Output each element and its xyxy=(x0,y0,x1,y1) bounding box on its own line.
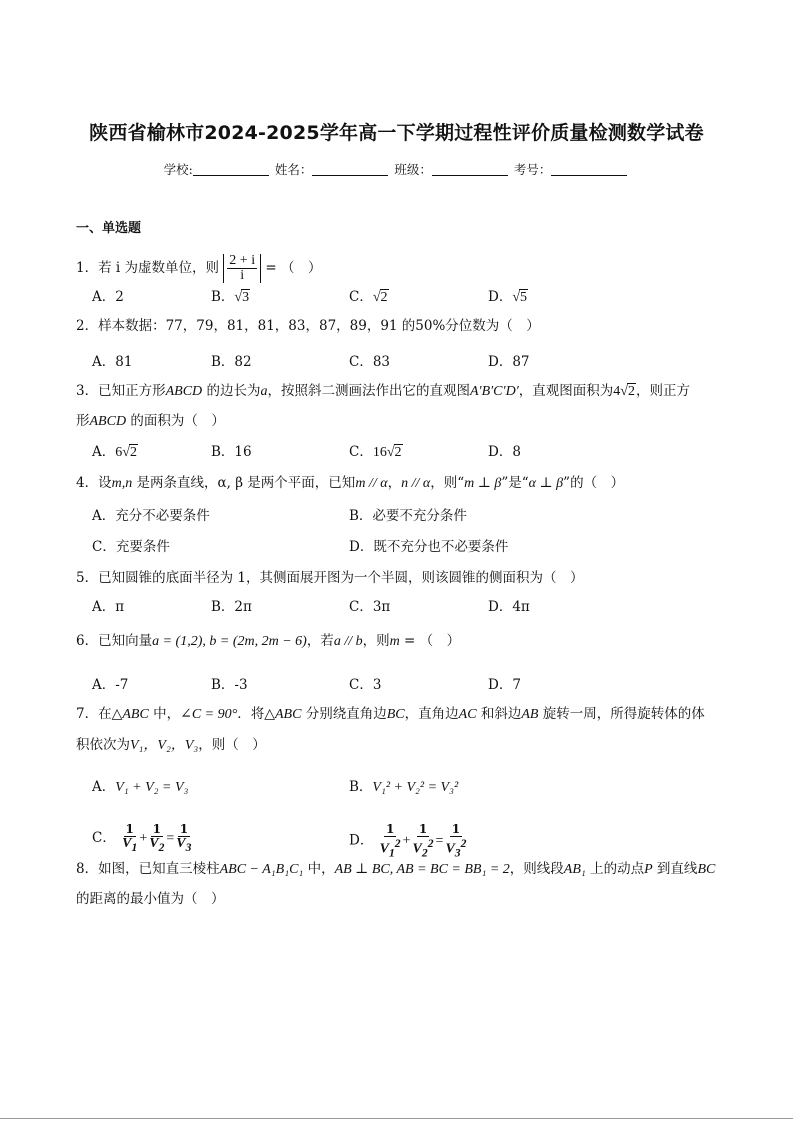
q5-option-c[interactable]: C．3π xyxy=(349,599,391,615)
q7-c-frac-3: $\frac{1}{V_3}$ xyxy=(176,822,192,854)
q3-option-a[interactable]: A．6√2 xyxy=(92,444,137,460)
q1-prefix: 1．若 i 为虚数单位，则 xyxy=(76,260,219,276)
q4-mid-1: 是两条直线，α, β 是两个平面，已知 xyxy=(132,475,356,491)
name-label: 姓名： xyxy=(274,162,313,177)
q1-option-d-label: D． xyxy=(488,289,513,305)
q4-option-d[interactable]: D．既不充分也不必要条件 xyxy=(349,539,509,555)
q3-text-f: 形 xyxy=(76,413,90,429)
q7-option-a-formula: V₁ + V₂ = V₃ xyxy=(115,780,189,795)
q1-option-a[interactable]: A．2 xyxy=(92,289,124,305)
q1-option-b-label: B． xyxy=(211,289,235,305)
question-8-line-2: 的距离的最小值为（ ） xyxy=(76,891,225,907)
question-7-line-2 xyxy=(76,736,266,755)
q8-ab1: AB₁ xyxy=(563,862,586,877)
q5-option-d[interactable]: D．4π xyxy=(488,599,530,615)
q7-option-c[interactable]: C． $\frac{1}{V_1}$ + $\frac{1}{V_2}$ = $\frac{1}{V_3}$ xyxy=(92,822,192,854)
q1-abs-expression xyxy=(223,254,261,283)
q3-text-c: ，按照斜二测画法作出它的直观图 xyxy=(267,383,470,399)
exam-no-blank[interactable] xyxy=(551,163,627,176)
q8-text-3: ，则线段 xyxy=(509,861,564,877)
q3-abcd: ABCD xyxy=(165,384,203,399)
q5-option-b[interactable]: B．2π xyxy=(211,599,252,615)
section-heading: 一、单选题 xyxy=(76,221,142,236)
q4-option-c[interactable]: C．充要条件 xyxy=(92,539,170,555)
q3-text-a: 3．已知正方形 xyxy=(76,383,166,399)
page-bottom-rule xyxy=(0,1118,793,1119)
q4-mid-2: ， xyxy=(387,475,402,491)
q7-text-9: ，则（ ） xyxy=(198,737,266,753)
school-blank[interactable] xyxy=(193,163,269,176)
q7-text-2: 中， xyxy=(148,706,181,722)
question-7-line-1 xyxy=(76,705,705,724)
q7-d-frac-1: $\frac{1}{V_1^2}$ xyxy=(379,822,401,860)
q6-option-a[interactable]: A．-7 xyxy=(92,677,129,693)
q6-end: = （ ） xyxy=(399,633,461,649)
q7-option-b-formula: V₁² + V₂² = V₃² xyxy=(372,780,459,795)
q7-triangle-2: △ABC xyxy=(264,707,302,722)
question-6 xyxy=(76,632,460,651)
q8-text-4: 上的动点 xyxy=(585,861,645,877)
q7-bc: BC xyxy=(386,707,405,722)
q3-option-a-value: 6 xyxy=(115,445,123,460)
q7-d-frac-2: $\frac{1}{V_2^2}$ xyxy=(412,822,434,860)
q7-text-7: 旋转一周，所得旋转体的体 xyxy=(538,706,705,722)
q7-text-5: ，直角边 xyxy=(404,706,459,722)
q1-option-b[interactable]: B．√3 xyxy=(211,289,250,305)
q7-triangle: △ABC xyxy=(111,707,149,722)
q7-ac: AC xyxy=(458,707,477,722)
question-8-line-1 xyxy=(76,860,715,879)
q7-option-b[interactable] xyxy=(349,778,458,797)
q7-option-d-label: D． xyxy=(349,832,374,849)
q4-mn: m,n xyxy=(111,476,133,491)
q1-frac-den: i xyxy=(240,268,245,283)
q3-option-c-rad: 2 xyxy=(394,445,402,460)
q4-cond-3: m ⊥ β xyxy=(464,476,502,491)
q1-fraction xyxy=(227,254,257,283)
question-3-line-1: 3．已知正方形ABCD 的边长为a，按照斜二测画法作出它的直观图A′B′C′D′，直观图面积为4√2，则正方 xyxy=(76,383,690,399)
q1-option-d-value: 5 xyxy=(520,290,528,305)
q4-cond-2: n // α xyxy=(401,476,431,491)
class-blank[interactable] xyxy=(432,163,508,176)
q3-option-a-rad: 2 xyxy=(129,445,137,460)
q3-text-e: ，则正方 xyxy=(635,383,690,399)
q7-c-frac-1: $\frac{1}{V_1}$ xyxy=(122,822,138,854)
q6-vectors: a = (1,2), b = (2m, 2m − 6) xyxy=(152,634,307,649)
q3-text-g: 的面积为（ ） xyxy=(126,413,225,429)
q7-angle: ∠C = 90° xyxy=(180,707,238,722)
q7-text-4: 分别绕直角边 xyxy=(301,706,387,722)
q3-area-rad: 2 xyxy=(627,384,635,399)
q7-option-b-label: B． xyxy=(349,779,373,795)
q6-condition: a // b xyxy=(333,634,363,649)
q6-option-b[interactable]: B．-3 xyxy=(211,677,248,693)
q7-option-a[interactable] xyxy=(92,778,188,797)
class-label: 班级： xyxy=(394,162,432,177)
q6-option-c[interactable]: C．3 xyxy=(349,677,382,693)
q7-option-d[interactable]: D． $\frac{1}{V_1^2}$ + $\frac{1}{V_2^2}$ = $\frac{1}{V_3^2}$ xyxy=(349,822,467,860)
q1-option-d[interactable]: D．√5 xyxy=(488,289,528,305)
name-blank[interactable] xyxy=(312,163,388,176)
q3-text-b: 的边长为 xyxy=(202,383,261,399)
q1-option-b-value: 3 xyxy=(242,290,250,305)
q4-cond-4: α ⊥ β xyxy=(528,476,564,491)
q8-text-5: 到直线 xyxy=(652,861,698,877)
q8-prism: ABC − A₁B₁C₁ xyxy=(219,862,304,877)
q4-option-b[interactable]: B．必要不充分条件 xyxy=(349,508,467,524)
q2-option-d[interactable]: D．87 xyxy=(488,354,530,370)
q3-a: a xyxy=(260,384,268,399)
q4-prefix: 4．设 xyxy=(76,475,112,491)
q6-m: m xyxy=(389,634,400,649)
q1-option-c[interactable]: C．√2 xyxy=(349,289,388,305)
question-4 xyxy=(76,474,624,493)
q1-option-c-value: 2 xyxy=(380,290,388,305)
q7-c-frac-2: $\frac{1}{V_2}$ xyxy=(149,822,165,854)
q4-mid-3: ，则“ xyxy=(430,475,465,491)
q3-option-d[interactable]: D．8 xyxy=(488,444,521,460)
q8-condition: AB ⊥ BC, AB = BC = BB₁ = 2 xyxy=(334,862,510,877)
q3-option-b[interactable]: B．16 xyxy=(211,444,252,460)
q2-option-a[interactable]: A．81 xyxy=(92,354,133,370)
q3-option-c[interactable]: C．16√2 xyxy=(349,444,402,460)
q7-d-frac-3: $\frac{1}{V_3^2}$ xyxy=(445,822,467,860)
exam-title: 陕西省榆林市2024-2025学年高一下学期过程性评价质量检测数学试卷 xyxy=(89,122,704,144)
q3-area: 4 xyxy=(613,384,621,399)
q3-text-d: ，直观图面积为 xyxy=(518,383,614,399)
q3-abcd-2: ABCD xyxy=(89,414,127,429)
q7-volumes: V₁，V₂，V₃ xyxy=(130,738,199,753)
q6-option-d[interactable]: D．7 xyxy=(488,677,521,693)
q1-frac-num: 2 + i xyxy=(229,253,256,268)
student-info-line xyxy=(0,160,793,178)
q7-text-1: 7．在 xyxy=(76,706,112,722)
question-3-line-2 xyxy=(76,412,225,431)
q6-mid: ，若 xyxy=(306,633,334,649)
q7-option-a-label: A． xyxy=(92,779,116,795)
q7-text-6: 和斜边 xyxy=(476,706,522,722)
q4-cond-1: m // α xyxy=(355,476,388,491)
q6-suffix: ，则 xyxy=(362,633,390,649)
q8-bc: BC xyxy=(697,862,716,877)
q3-option-c-value: 16 xyxy=(372,445,387,460)
q5-option-a[interactable]: A．π xyxy=(92,599,125,615)
q2-option-b[interactable]: B．82 xyxy=(211,354,252,370)
exam-no-label: 考号： xyxy=(513,162,552,177)
q4-mid-4: ”是“ xyxy=(501,475,529,491)
q7-text-8: 积依次为 xyxy=(76,737,130,753)
q8-text-1: 8．如图，已知直三棱柱 xyxy=(76,861,220,877)
q1-option-c-label: C． xyxy=(349,289,373,305)
q7-text-3: ．将 xyxy=(237,706,265,722)
q4-suffix: ”的（ ） xyxy=(563,475,625,491)
q8-text-2: 中， xyxy=(303,861,335,877)
school-label: 学校: xyxy=(163,162,193,177)
question-2: 2．样本数据：77，79，81，81，83，87，89，91 的50%分位数为（ ） xyxy=(76,318,540,334)
q7-option-c-label: C． xyxy=(92,830,116,846)
q4-option-a[interactable]: A．充分不必要条件 xyxy=(92,508,210,524)
q6-prefix: 6．已知向量 xyxy=(76,633,153,649)
question-1 xyxy=(76,254,322,283)
question-5: 5．已知圆锥的底面半径为 1，其侧面展开图为一个半圆，则该圆锥的侧面积为（ ） xyxy=(76,570,584,586)
q3-option-a-label: A． xyxy=(92,444,116,460)
q3-option-c-label: C． xyxy=(349,444,373,460)
q1-suffix: = （ ） xyxy=(265,260,322,276)
q8-p: P xyxy=(644,862,653,877)
q3-abcd-prime: A′B′C′D′ xyxy=(469,384,519,399)
q7-ab: AB xyxy=(521,707,539,722)
q2-option-c[interactable]: C．83 xyxy=(349,354,391,370)
